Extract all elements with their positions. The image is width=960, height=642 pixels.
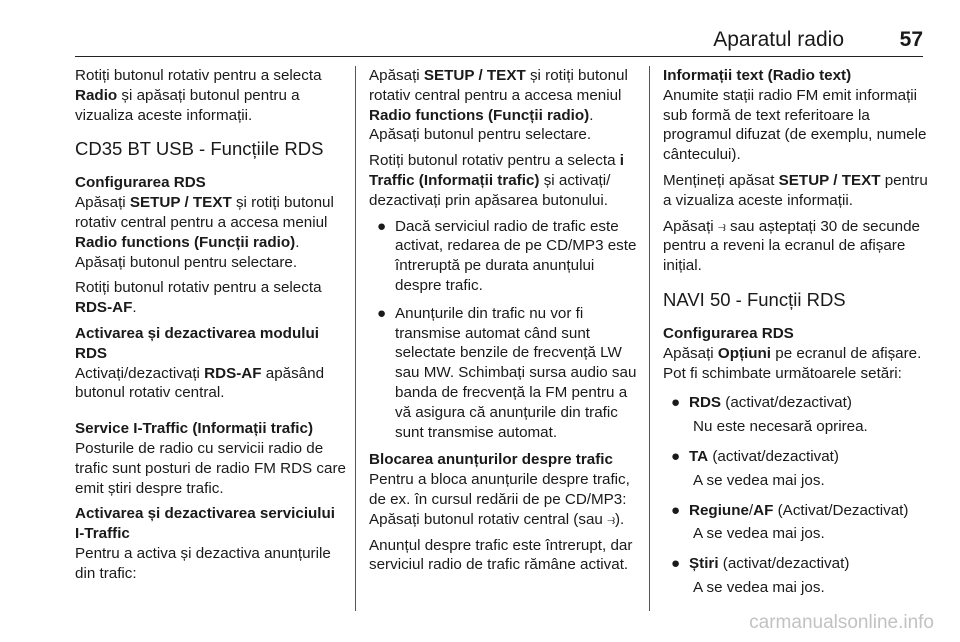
bullet-icon: ●: [377, 217, 387, 235]
list-item-note: A se vedea mai jos.: [693, 525, 825, 543]
paragraph: Apăsați ⥽ sau așteptați 30 de secunde pentru a reveni la ecranul de afișare inițial.: [663, 217, 921, 275]
column-1: [75, 66, 347, 590]
paragraph: Apăsați SETUP / TEXT și rotiți butonul rotativ central pentru a accesa meniul Radio functions (Funcții radio). Apăsați butonul pentru selectare.: [369, 67, 628, 144]
paragraph: Apăsați SETUP / TEXT și rotiți butonul rotativ central pentru a accesa meniul Radio functions (Funcții radio). Apăsați butonul pentru selectare.: [75, 194, 334, 271]
list-item-note: A se vedea mai jos.: [693, 578, 825, 596]
list-item: ● Anunțurile din trafic nu vor fi transmise automat când sunt selectate benzile de frecvență LW sau MW. Schimbați sursa audio sau banda de frecvență la FM pentru a vă asigura că anunțurile din trafic sunt transmise automat.: [377, 304, 637, 441]
paragraph: Pentru a bloca anunțurile despre trafic, de ex. în cursul redării de pe CD/MP3: Apăsați butonul rotativ central (sau ⥽).: [369, 471, 630, 528]
bullet-list: [369, 217, 641, 443]
column-divider-2: [649, 66, 650, 611]
subheading: Configurarea RDS: [75, 174, 206, 192]
subheading: Informații text (Radio text): [663, 67, 852, 84]
bullet-icon: ●: [377, 304, 387, 322]
subheading: Blocarea anunțurilor despre trafic: [369, 451, 613, 469]
paragraph: Apăsați Opțiuni pe ecranul de afișare. Pot fi schimbate următoarele setări:: [663, 344, 922, 382]
list-item: ● Dacă serviciul radio de trafic este activat, redarea de pe CD/MP3 este întreruptă pe durata anunțului despre trafic.: [377, 217, 637, 294]
list-item-note: Nu este necesară oprirea.: [693, 418, 868, 436]
subheading: Activarea și dezactivarea modului RDS: [75, 324, 319, 362]
bullet-icon: ●: [671, 555, 681, 573]
paragraph: Activați/dezactivați RDS-AF apăsând butonul rotativ central.: [75, 364, 325, 402]
bullet-icon: ●: [671, 447, 681, 465]
list-item: ● Regiune/AF (Activat/Dezactivat): [671, 501, 909, 519]
settings-list: [663, 393, 929, 597]
paragraph: Anumite stații radio FM emit informații sub formă de text referitoare la programul difuzat (de exemplu, numele cântecului).: [663, 86, 927, 164]
bullet-icon: ●: [671, 501, 681, 519]
header-title: Aparatul radio: [713, 28, 844, 51]
paragraph: Rotiți butonul rotativ pentru a selecta RDS-AF.: [75, 279, 322, 317]
bullet-icon: ●: [671, 394, 681, 412]
list-item: ● RDS (activat/dezactivat): [671, 394, 852, 412]
paragraph: Anunțul despre trafic este întrerupt, dar serviciul radio de trafic rămâne activat.: [369, 536, 633, 574]
back-arrow-icon: ⥽: [607, 510, 615, 527]
subheading: Configurarea RDS: [663, 324, 794, 342]
back-arrow-icon: ⥽: [717, 217, 726, 234]
header-rule: [75, 56, 923, 57]
column-3: [663, 66, 929, 608]
paragraph: Mențineți apăsat SETUP / TEXT pentru a vizualiza aceste informații.: [663, 171, 928, 209]
subheading: Service I-Traffic (Informații trafic): [75, 420, 314, 438]
section-heading: NAVI 50 - Funcții RDS: [663, 288, 846, 310]
paragraph: Rotiți butonul rotativ pentru a selecta i Traffic (Informații trafic) și activați/ dezactivați prin apăsarea butonului.: [369, 152, 624, 209]
paragraph: Posturile de radio cu servicii radio de trafic sunt posturi de radio FM RDS care emit știri despre trafic.: [75, 439, 346, 497]
list-item: ● TA (activat/dezactivat): [671, 447, 839, 465]
subheading: Activarea și dezactivarea serviciului I-Traffic: [75, 505, 336, 543]
paragraph: Rotiți butonul rotativ pentru a selecta Radio și apăsați butonul pentru a vizualiza aceste informații.: [75, 67, 322, 124]
list-item: ● Știri (activat/dezactivat): [671, 555, 850, 573]
column-2: [369, 66, 641, 581]
column-divider-1: [355, 66, 356, 611]
watermark: carmanualsonline.info: [749, 612, 934, 633]
page-number: 57: [899, 28, 923, 51]
paragraph: Pentru a activa și dezactiva anunțurile din trafic:: [75, 544, 331, 582]
section-heading: CD35 BT USB - Funcțiile RDS: [75, 138, 324, 160]
list-item-note: A se vedea mai jos.: [693, 471, 825, 489]
